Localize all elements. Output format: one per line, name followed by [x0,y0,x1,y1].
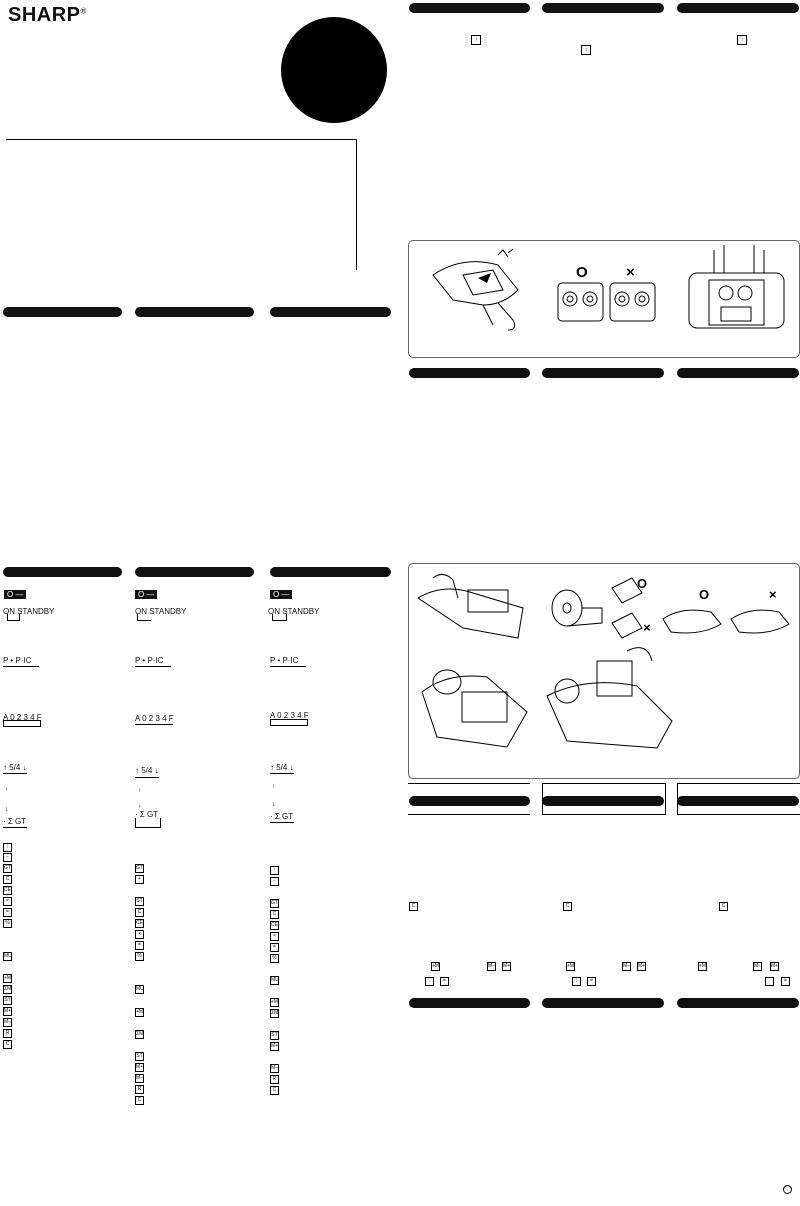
svg-text:O: O [637,576,648,591]
mode-indicator: O — [135,590,157,599]
selector-line [270,820,294,823]
print-selector-label: P • P·IC [270,656,299,665]
hand-inserting-battery-illustration [423,245,538,335]
section-header [542,368,664,378]
section-header [270,567,391,577]
arrow-label: ↑ [138,788,141,794]
key-icon: M+ [4,1008,12,1014]
gt-selector-label: · Σ GT [3,817,27,826]
illustration-panel-paper [408,563,800,779]
key-icon: ↑ [3,843,12,852]
key-icon: ↑ [737,35,747,45]
selector-line [3,664,39,667]
section-header [135,567,254,577]
black-circle-emblem [281,17,387,123]
key-icon: × [270,932,279,941]
key-icon: % [3,919,12,928]
selector-line [135,664,171,667]
key-icon: M+ [771,963,779,969]
ng-mark: × [626,264,635,281]
ok-mark: O [576,264,588,281]
key-icon: R [135,1085,144,1094]
key-icon: M− [136,1075,144,1081]
paper-roll-illustration [547,568,657,643]
key-icon: GT [4,865,11,871]
section-header [542,3,664,13]
page-mark [783,1185,792,1194]
section-header [3,567,122,577]
key-icon: M− [271,1065,279,1071]
key-icon: C [135,908,144,917]
cover-frame [6,139,357,270]
key-icon: − [270,877,279,886]
selector-bracket [135,818,161,828]
key-icon: GT [271,900,278,906]
key-icon: C [135,1096,144,1105]
section-header [677,998,799,1008]
battery-compartment-illustration [679,245,794,340]
key-icon: ΣM [271,1010,279,1016]
paper-holder-illustration [413,568,533,643]
key-icon: ↑ [471,35,481,45]
gt-selector-label: · Σ GT [135,810,159,819]
key-icon: ΣM [4,986,12,992]
key-icon: C [3,1040,12,1049]
print-selector-label: P • P·IC [3,656,32,665]
power-switch-label: ON STANDBY [3,607,55,616]
power-switch-label: ON STANDBY [135,607,187,616]
key-icon: +M [567,963,575,969]
key-icon: M+ [638,963,646,969]
selector-line [135,722,173,725]
section-header [677,796,799,806]
key-icon: ST [136,898,143,904]
section-header [409,368,530,378]
decimal-selector-label: A 0 2 3 4 F [135,714,174,723]
key-icon: CE [136,920,143,926]
key-icon: M− [754,963,762,969]
selector-box [3,720,41,727]
key-icon: M+ [136,1064,144,1070]
key-icon: ↑ [270,866,279,875]
paper-feed-direction-illustration [661,584,796,639]
arrow-label: ↑ [272,784,275,790]
switch-bracket [272,614,287,621]
key-icon: +M [271,999,279,1005]
key-icon: ΣM [136,1031,144,1037]
rounding-selector-label: ↑ 5/4 ↓ [135,766,159,775]
key-icon: · [765,977,774,986]
key-icon: = [587,977,596,986]
illustration-panel-battery [408,240,800,358]
key-icon: +M [136,1009,144,1015]
key-icon: ST [4,997,11,1003]
key-icon: M− [488,963,496,969]
key-icon: M− [4,1019,12,1025]
clear-key-icon: C [563,902,572,911]
section-header [542,796,664,806]
section-header [409,3,530,13]
key-icon: C [3,875,12,884]
switch-bracket [7,614,20,621]
clear-key-icon: C [719,902,728,911]
svg-text:×: × [643,620,651,635]
section-header [409,998,530,1008]
arrow-label: ↑ [5,787,8,793]
key-icon: MU [271,977,279,983]
key-icon: +M [432,963,440,969]
gt-selector-label: · Σ GT [270,812,294,821]
key-icon: M+ [503,963,511,969]
key-icon: C [270,1086,279,1095]
key-icon: MU [136,986,144,992]
section-header [3,307,122,317]
selector-line [270,664,306,667]
selector-line [135,775,159,778]
key-icon: ST [271,1032,278,1038]
key-icon: × [3,897,12,906]
key-icon: = [781,977,790,986]
arrow-label: ↓ [272,801,276,808]
decimal-selector-label: A 0 2 3 4 F [3,713,42,722]
selector-line [3,825,27,828]
key-icon: CE [4,887,11,893]
key-icon: ↕ [581,45,591,55]
power-switch-label: ON STANDBY [268,607,320,616]
key-icon: · [425,977,434,986]
key-icon: +M [699,963,707,969]
arrow-label: ↓ [5,806,9,813]
clear-key-icon: C [409,902,418,911]
section-header [270,307,391,317]
key-icon: +M [4,975,12,981]
key-icon: CE [271,922,278,928]
key-icon: MU [4,953,12,959]
section-header [677,368,799,378]
rounding-selector-label: ↑ 5/4 ↓ [3,763,27,772]
selector-line [3,771,27,774]
key-icon: + [135,875,144,884]
key-icon: = [440,977,449,986]
key-icon: = [135,941,144,950]
paper-installation-illustration [417,652,532,752]
section-header [542,998,664,1008]
key-icon: × [135,930,144,939]
key-icon: M+ [271,1043,279,1049]
arrow-label: ↓ [138,803,141,809]
key-icon: R [3,1029,12,1038]
svg-text:O: O [699,587,710,602]
key-icon: % [135,952,144,961]
sharp-logo: SHARP® [8,4,87,26]
key-icon: ST [136,1053,143,1059]
key-icon: GT [136,865,143,871]
section-header [409,796,530,806]
battery-orientation-illustration [554,261,664,326]
svg-text:×: × [769,587,777,602]
selector-line [270,771,294,774]
key-icon: C [270,910,279,919]
decimal-selector-label: A 0 2 3 4 F [270,711,309,720]
key-icon: % [270,954,279,963]
selector-box [270,719,308,726]
key-icon: = [270,943,279,952]
rounding-selector-label: ↑ 5/4 ↓ [270,763,294,772]
section-header [677,3,799,13]
key-icon: − [3,853,12,862]
mode-indicator: O — [270,590,292,599]
mode-indicator: O — [4,590,26,599]
print-selector-label: P • P·IC [135,656,164,665]
key-icon: = [3,908,12,917]
key-icon: R [270,1075,279,1084]
paper-threading-illustration [537,636,677,751]
section-header [135,307,254,317]
key-icon: M− [623,963,631,969]
switch-bracket [137,614,151,621]
key-icon: ↕ [572,977,581,986]
